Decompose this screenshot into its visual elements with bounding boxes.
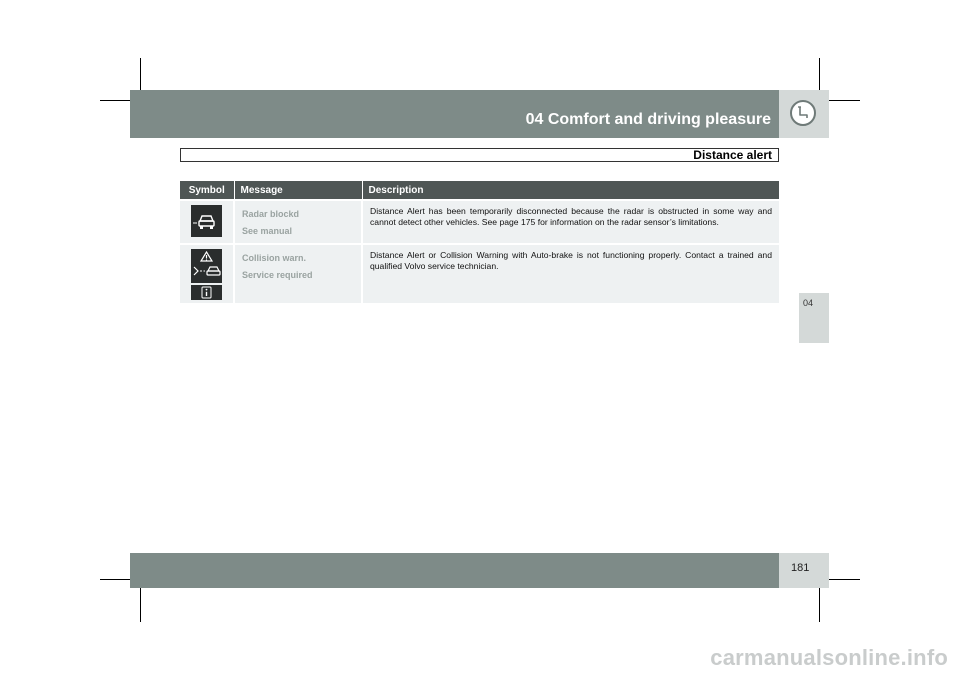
- collision-warning-icon: [191, 249, 222, 283]
- info-icon: [191, 285, 222, 300]
- chapter-header: [130, 90, 779, 138]
- message-line: See manual: [242, 226, 293, 236]
- section-title: Distance alert: [693, 148, 772, 162]
- column-header-message: Message: [234, 181, 362, 200]
- message-line: Service required: [242, 270, 313, 280]
- table-row: [180, 244, 779, 303]
- table-header-row: [180, 181, 779, 200]
- message-line: Radar blockd: [242, 209, 300, 219]
- message-cell: [234, 244, 362, 303]
- chapter-icon-box: [779, 90, 829, 138]
- description-cell: [362, 244, 779, 303]
- radar-car-icon: [191, 205, 222, 237]
- message-cell: [234, 200, 362, 244]
- symbol-cell: [180, 200, 234, 244]
- messages-table: [180, 181, 779, 303]
- table-row: [180, 200, 779, 244]
- chapter-tab: [799, 293, 829, 343]
- page-number-box: [779, 553, 829, 588]
- chapter-title: 04 Comfort and driving pleasure: [525, 111, 771, 128]
- watermark-text: carmanualsonline.info: [710, 645, 948, 670]
- car-seat-circle-icon: [790, 100, 816, 126]
- description-text: Distance Alert or Collision Warning with Auto-brake is not functioning properly. Contact a trained and qualified Volvo service technician.: [370, 250, 772, 271]
- description-text: Distance Alert has been temporarily disconnected because the radar is obstructed in some way and cannot detect other vehicles. See page 175 for information on the radar sensor’s limitations.: [370, 206, 772, 227]
- symbol-cell: [180, 244, 234, 303]
- column-header-symbol: Symbol: [180, 181, 234, 200]
- column-header-description: Description: [362, 181, 779, 200]
- chapter-tab-label: 04: [803, 298, 814, 308]
- page-footer: [130, 553, 779, 588]
- message-line: Collision warn.: [242, 253, 307, 263]
- page-number: 181: [791, 562, 810, 574]
- section-header: [180, 148, 779, 162]
- description-cell: [362, 200, 779, 244]
